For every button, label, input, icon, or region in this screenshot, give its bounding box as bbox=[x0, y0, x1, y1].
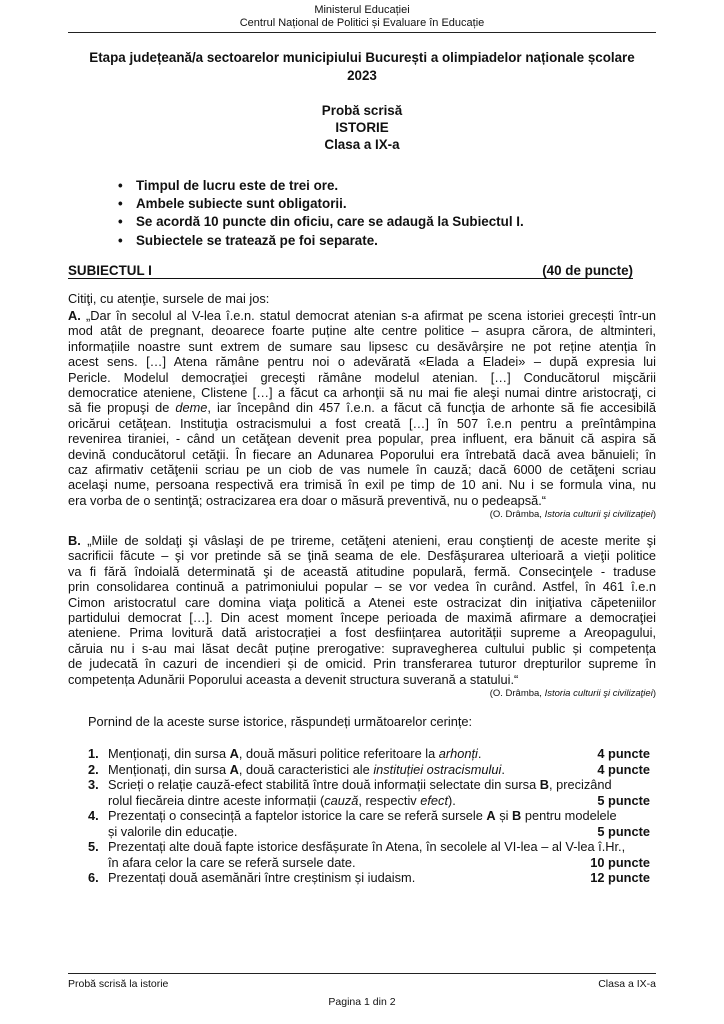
question-text bbox=[108, 839, 650, 870]
source-b bbox=[68, 533, 656, 700]
questions-list bbox=[88, 746, 650, 886]
question-item bbox=[88, 762, 650, 778]
text-line bbox=[108, 793, 650, 809]
text-line bbox=[108, 762, 650, 778]
emphasis-text: instituției ostracismului bbox=[373, 761, 502, 777]
text-run: mod atât de pregnant, deoarece foarte puține alte centre politice – asupra cărora, de altminteri, bbox=[68, 323, 656, 339]
label-bold: B bbox=[539, 777, 550, 792]
text-run: prin consolidarea continuă a patrimoniului popular – se vor vedea în curând. Astfel, în 461 î.e.n bbox=[68, 579, 656, 595]
text-run: căruia nu i s-au mai lăsat decât puține prerogative: supravegherea cultului public și competența bbox=[68, 640, 656, 656]
text-line bbox=[108, 746, 650, 762]
text-run: Menționați, din sursa bbox=[108, 746, 230, 761]
exam-class: Clasa a IX-a bbox=[324, 137, 400, 152]
text-run: , iar începând din 457 î.e.n. a făcut că funcţia de arhonte să fie accesibilă bbox=[207, 400, 656, 416]
question-points: 12 puncte bbox=[590, 870, 650, 885]
question-number: 3. bbox=[88, 777, 99, 792]
text-run: devină conducătorul cetăţii. În fiecare an Adunarea Poporului era întrebată dacă avea bănuieli; în bbox=[68, 446, 656, 462]
question-text bbox=[108, 870, 650, 886]
text-line bbox=[108, 824, 650, 840]
bullet-icon: • bbox=[118, 178, 123, 193]
text-run: , două măsuri politice referitoare la bbox=[238, 746, 439, 761]
footer-right: Clasa a IX-a bbox=[598, 978, 656, 990]
text-run: și valorile din educație. bbox=[108, 823, 238, 839]
label-bold: A. bbox=[68, 308, 86, 323]
text-run: Menționați, din sursa bbox=[108, 761, 230, 777]
question-item bbox=[88, 870, 650, 886]
bullet-icon: • bbox=[118, 214, 123, 230]
text-run: Prezentați o consecință a faptelor istorice la care se referă sursele bbox=[108, 808, 487, 823]
text-run: Prezentați alte două fapte istorice desfășurate în Atena, în secolele al VI-lea – al V-lea î.Hr., bbox=[108, 839, 626, 854]
source-b-citation: (O. Drâmba, Istoria culturii şi civilizaţiei) bbox=[489, 687, 656, 699]
label-bold: B. bbox=[68, 533, 88, 548]
question-points: 10 puncte bbox=[590, 854, 650, 870]
text-run: . bbox=[477, 746, 482, 761]
text-line bbox=[68, 431, 656, 446]
label-bold: A bbox=[229, 746, 239, 761]
instruction-text: Subiectele se tratează pe foi separate. bbox=[136, 232, 378, 248]
question-number: 2. bbox=[88, 761, 99, 777]
text-line bbox=[68, 323, 656, 338]
text-run: sacrificii făcute – şi vor pretinde să se ţină seama de ele. Desfăşurarea ulterioară a vieţii politice bbox=[68, 548, 656, 564]
text-line bbox=[108, 808, 650, 824]
text-run: pentru modelele bbox=[521, 808, 617, 823]
text-run: era vorba de o sentinţă; ostracizarea era doar o măsură preventivă, nu o pedeapsă.“ bbox=[68, 492, 547, 508]
text-line bbox=[68, 656, 656, 671]
text-run: partidului democrat […]. Din acest moment începe perioada de maximă afirmare a democraţiei bbox=[68, 609, 656, 625]
text-line bbox=[108, 870, 650, 886]
header-divider bbox=[68, 32, 656, 33]
question-item bbox=[88, 839, 650, 870]
bullet-icon: • bbox=[118, 196, 123, 212]
text-run: va fi fără îndoială determinată şi de această atitudine populară, fermă. Consecinţele - traduse bbox=[68, 563, 656, 579]
question-points: 4 puncte bbox=[597, 761, 650, 777]
text-line bbox=[68, 416, 656, 431]
question-number: 1. bbox=[88, 746, 99, 761]
text-run: de judecată în cazuri de incendieri și de omicid. Prin transferarea tuturor drepturilor supreme în bbox=[68, 656, 656, 672]
text-run: , precizând bbox=[549, 777, 612, 792]
text-run: , respectiv bbox=[358, 792, 421, 808]
text-run: acest sens. […] Atena rămâne pentru noi o adevărată «Elada a Eladei» – după expresia lui bbox=[68, 354, 656, 370]
question-item bbox=[88, 808, 650, 839]
text-run: în afara celor la care se referă sursele date. bbox=[108, 854, 356, 870]
text-line bbox=[68, 625, 656, 640]
instruction-text: Se acordă 10 puncte din oficiu, care se adaugă la Subiectul I. bbox=[136, 214, 524, 230]
question-points: 5 puncte bbox=[597, 792, 650, 808]
text-line bbox=[68, 477, 656, 492]
exam-title: Etapa județeană/a sectoarelor municipiului București a olimpiadelor naționale școlare bbox=[89, 50, 635, 65]
exam-subject: ISTORIE bbox=[335, 120, 389, 135]
instruction-item bbox=[118, 214, 524, 232]
question-points: 5 puncte bbox=[597, 823, 650, 839]
text-line bbox=[68, 385, 656, 400]
text-line bbox=[68, 339, 656, 354]
text-run: să fie propuşi de bbox=[68, 400, 176, 416]
label-bold: B bbox=[512, 808, 522, 823]
section-title: SUBIECTUL I bbox=[68, 263, 152, 278]
text-run: . bbox=[501, 761, 505, 777]
text-line bbox=[68, 579, 656, 594]
question-text bbox=[108, 762, 650, 778]
text-run: informațiile noastre sunt extrem de sumare sau lipsesc cu desăvârșire ne pot reține atenția în bbox=[68, 338, 656, 354]
source-b-text bbox=[68, 533, 656, 687]
emphasis-text: arhonți bbox=[438, 746, 478, 761]
text-run: democratice ateniene, Clistene […] a făcut ca arhonţii să nu mai fie aleşi numai dintre aristocraţi, ci bbox=[68, 384, 656, 400]
text-line bbox=[68, 462, 656, 477]
emphasis-text: deme bbox=[175, 400, 208, 416]
label-bold: A bbox=[486, 808, 496, 823]
question-text bbox=[108, 777, 650, 808]
text-run: oricărui cetăţean. Instituţia ostracismului a fost creată […] în 507 î.e.n pentru a preîntâmpina bbox=[68, 415, 656, 431]
page-number: Pagina 1 din 2 bbox=[328, 996, 396, 1008]
text-line bbox=[68, 370, 656, 385]
text-line bbox=[68, 354, 656, 369]
question-text bbox=[108, 746, 650, 762]
header-center: Centrul Național de Politici și Evaluare în Educație bbox=[239, 17, 485, 29]
text-line bbox=[108, 777, 650, 793]
text-line bbox=[68, 548, 656, 563]
question-number: 6. bbox=[88, 870, 99, 885]
text-run: ). bbox=[448, 792, 456, 808]
question-item bbox=[88, 777, 650, 808]
exam-year: 2023 bbox=[347, 68, 377, 83]
text-run: caz afirmativ cetăţenii scriau pe un ciob de vas numele în cauză; dacă 6000 de cetăţeni scriau bbox=[68, 461, 656, 477]
instruction-item bbox=[118, 233, 524, 251]
instruction-text: Ambele subiecte sunt obligatorii. bbox=[136, 196, 347, 212]
text-line bbox=[68, 308, 656, 323]
exam-type: Probă scrisă bbox=[321, 103, 403, 118]
text-line bbox=[68, 400, 656, 415]
question-number: 5. bbox=[88, 839, 99, 854]
text-run: ateniene. Prima lovitură dată aristocrației a fost desființarea autorității supreme a Areopagului, bbox=[68, 625, 656, 641]
text-run: acelaşi nume, persoana respectivă era trimisă în exil pe timp de 10 ani. Nu i se formula vina, nu bbox=[68, 477, 656, 493]
text-run: , două caracteristici ale bbox=[238, 761, 374, 777]
text-line bbox=[68, 672, 656, 687]
text-line bbox=[68, 564, 656, 579]
text-line bbox=[108, 855, 650, 871]
text-line bbox=[68, 641, 656, 656]
text-run: și bbox=[495, 808, 513, 823]
footer-left: Probă scrisă la istorie bbox=[68, 978, 169, 990]
text-run: Cimon aristocratul care domina viaţa politică a Atenei este ostracizat din iniţiativa căpeteniilor bbox=[68, 594, 656, 610]
emphasis-text: efect bbox=[420, 792, 448, 808]
question-text bbox=[108, 808, 650, 839]
text-run: „Dar în secolul al V-lea î.e.n. statul democrat atenian s-a afirmat pe scena istoriei grecești într-un bbox=[85, 308, 656, 323]
question-number: 4. bbox=[88, 808, 99, 823]
instructions-list bbox=[118, 178, 524, 251]
bullet-icon: • bbox=[118, 232, 123, 248]
text-line bbox=[68, 595, 656, 610]
text-run: competența Adunării Poporului aceasta a devenit structura suverană a statului.“ bbox=[68, 671, 519, 687]
question-item bbox=[88, 746, 650, 762]
text-line bbox=[108, 839, 650, 855]
emphasis-text: cauză bbox=[324, 792, 359, 808]
footer-divider bbox=[68, 973, 656, 974]
header-ministry: Ministerul Educației bbox=[314, 4, 410, 16]
text-run: „Miile de soldaţi şi vâslaşi de pe trireme, cetăţeni atenieni, erau conştienţi de aceste merite şi bbox=[87, 533, 656, 548]
text-line bbox=[68, 610, 656, 625]
instruction-text: Timpul de lucru este de trei ore. bbox=[136, 178, 339, 193]
text-run: revenirea tiraniei, - când un cetăţean devenit prea popular, prea influent, era bănuit că aspira să bbox=[68, 431, 656, 447]
text-line bbox=[68, 533, 656, 548]
source-a-text bbox=[68, 308, 656, 508]
source-a-citation: (O. Drâmba, Istoria culturii şi civilizaţiei) bbox=[489, 509, 656, 521]
instruction-item bbox=[118, 178, 524, 196]
questions-prompt: Pornind de la aceste surse istorice, răspundeți următoarelor cerințe: bbox=[88, 714, 473, 729]
intro-text: Citiţi, cu atenţie, sursele de mai jos: bbox=[68, 291, 270, 306]
instruction-item bbox=[118, 196, 524, 214]
text-run: Scrieți o relație cauză-efect stabilită între două informații selectate din sursa bbox=[108, 777, 540, 792]
section-points: (40 de puncte) bbox=[542, 263, 633, 278]
text-run: rolul fiecăreia dintre aceste informații ( bbox=[108, 792, 325, 808]
question-points: 4 puncte bbox=[597, 746, 650, 761]
text-line bbox=[68, 447, 656, 462]
text-run: Pericle. Modelul democraţiei greceşti rămâne modelul atenian. […] Conducătorul mişcării bbox=[68, 369, 656, 385]
text-run: Prezentați două asemănări între creștinism și iudaism. bbox=[108, 870, 416, 885]
source-a bbox=[68, 308, 656, 521]
text-line bbox=[68, 493, 656, 508]
section-heading bbox=[68, 263, 633, 279]
label-bold: A bbox=[229, 761, 239, 777]
